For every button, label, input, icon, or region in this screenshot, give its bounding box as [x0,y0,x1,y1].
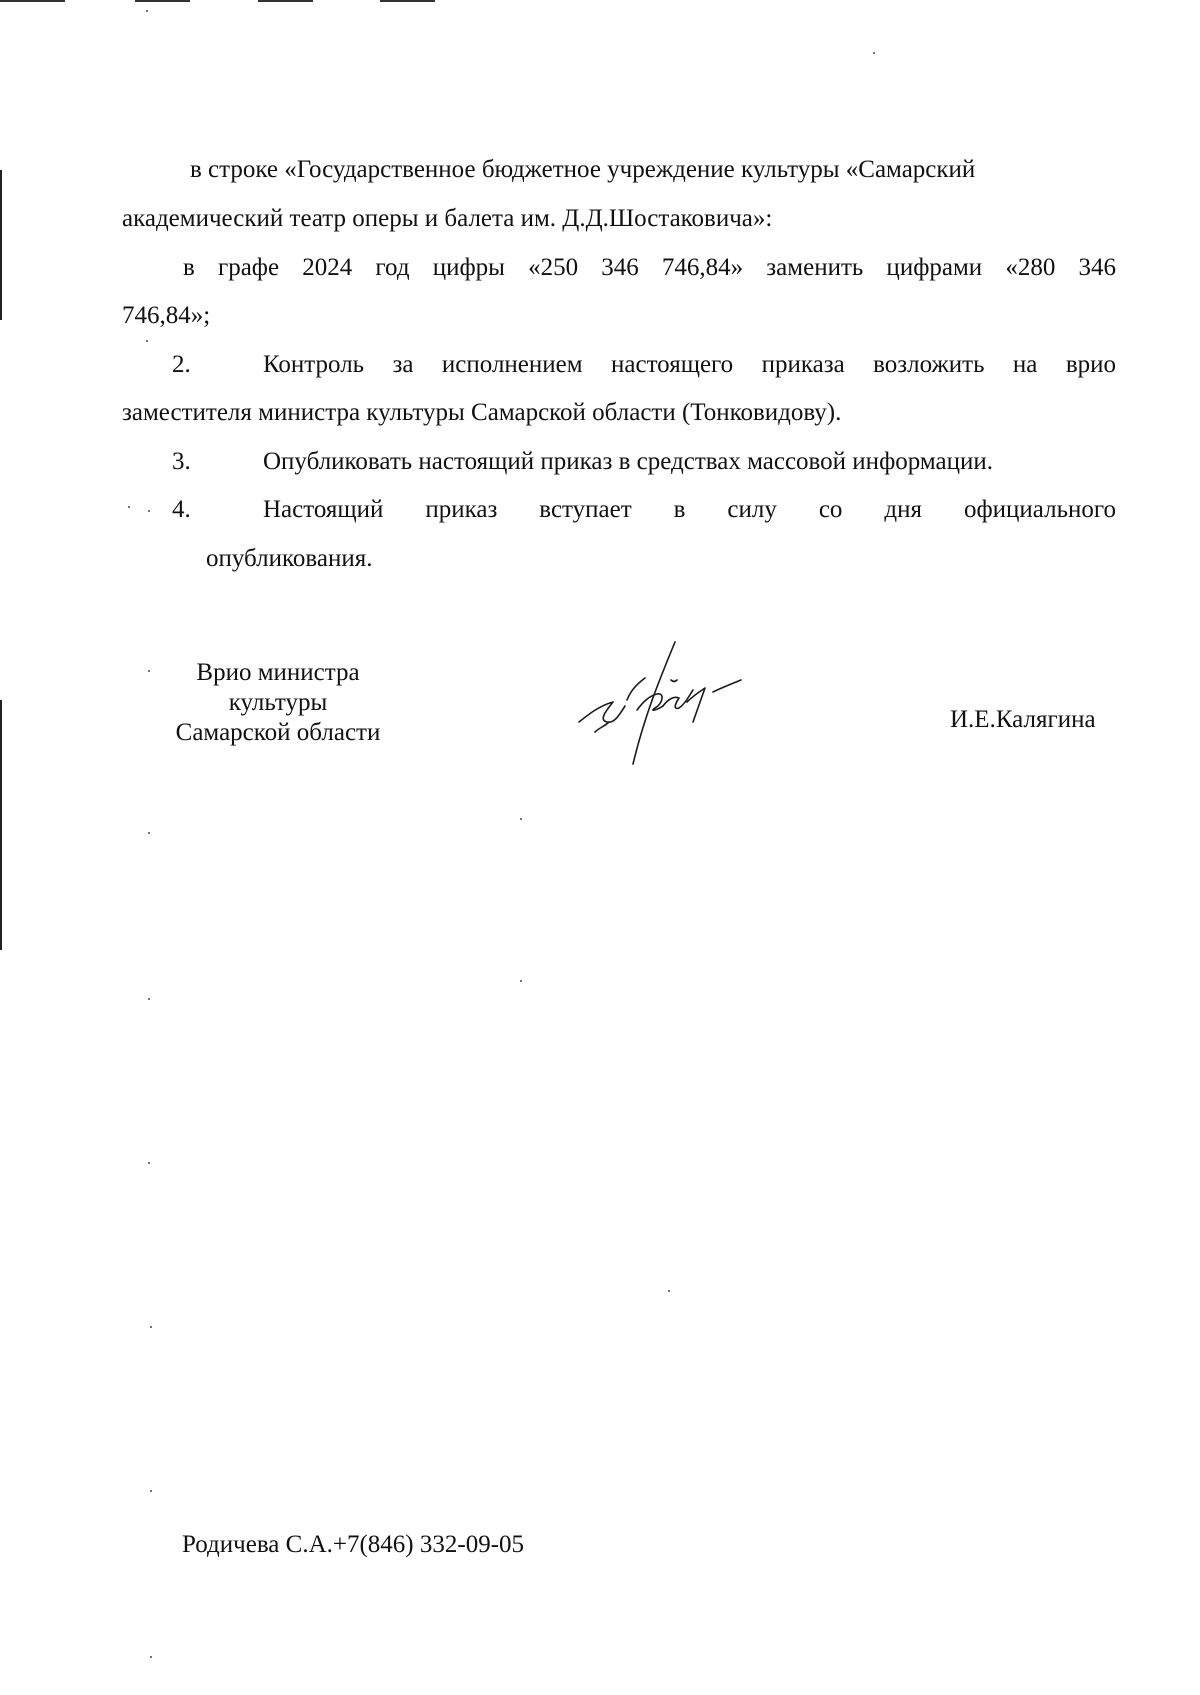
scan-speck [128,506,130,508]
scan-top-mark [0,0,65,2]
paragraph-line: 746,84»; [122,302,211,329]
scan-speck [148,1162,150,1164]
signatory-name: И.Е.Калягина [950,706,1096,733]
item-text: Опубликовать настоящий приказ в средствах массовой информации. [263,448,994,475]
scan-top-mark [258,0,313,2]
scan-edge-mark [0,700,2,950]
scan-speck [150,1490,152,1492]
paragraph-line: академический театр оперы и балета им. Д.Д.Шостаковича»: [122,205,773,232]
scan-speck [148,832,150,834]
item-text: Настоящий приказ вступает в силу со дня официального [263,496,1116,523]
item-number: 3. [172,448,191,475]
scan-speck [148,998,150,1000]
handwritten-signature [575,640,775,770]
scan-top-mark [135,0,190,2]
scan-top-mark [380,0,435,2]
paragraph-line: в графе 2024 год цифры «250 346 746,84» заменить цифрами «280 346 [183,254,1116,281]
item-text: опубликования. [206,545,373,572]
scan-speck [668,1290,670,1292]
scan-speck [146,10,148,12]
item-number: 2. [172,351,191,378]
scan-speck [146,340,148,342]
item-number: 4. [172,496,191,523]
scan-speck [520,980,522,982]
scan-speck [150,1326,152,1328]
scan-speck [873,52,875,54]
signatory-title [148,658,408,748]
scan-speck [520,818,522,820]
signatory-title-line: Врио министра [196,659,360,686]
contact-info: Родичева С.А.+7(846) 332-09-05 [182,1531,525,1558]
item-text: Контроль за исполнением настоящего приказа возложить на врио [263,351,1116,378]
paragraph-line: в строке «Государственное бюджетное учреждение культуры «Самарский [190,156,976,183]
signatory-title-line: культуры [228,689,328,716]
signatory-title-line: Самарской области [175,719,381,746]
scan-edge-mark [0,170,2,320]
scan-speck [148,510,150,512]
scan-speck [150,1656,152,1658]
item-text: заместителя министра культуры Самарской области (Тонковидову). [122,399,842,426]
